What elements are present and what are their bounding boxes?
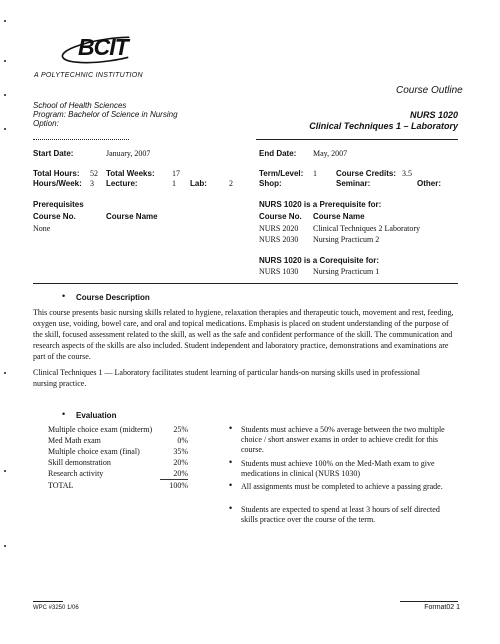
prereq-col-course-no: Course No. bbox=[33, 212, 76, 221]
evaluation-item: Research activity bbox=[48, 469, 104, 478]
evaluation-weight: 20% bbox=[173, 458, 188, 467]
bullet-icon: • bbox=[229, 423, 233, 433]
footer-right: Format02 1 bbox=[424, 604, 460, 611]
other-label: Other: bbox=[417, 179, 441, 188]
margin-mark bbox=[4, 372, 6, 374]
hours-week-value: 3 bbox=[90, 179, 94, 188]
option-label: Option: bbox=[33, 119, 59, 128]
total-hours-value: 52 bbox=[90, 169, 98, 178]
lecture-value: 1 bbox=[172, 179, 176, 188]
end-date-value: May, 2007 bbox=[313, 149, 348, 158]
bullet-icon: • bbox=[62, 409, 66, 419]
evaluation-weight: 0% bbox=[177, 436, 188, 445]
term-level-label: Term/Level: bbox=[259, 169, 304, 178]
course-code: NURS 1020 bbox=[409, 110, 458, 120]
course-title: Clinical Techniques 1 – Laboratory bbox=[309, 121, 458, 131]
hours-week-label: Hours/Week: bbox=[33, 179, 82, 188]
footer-left: WPC #3250 1/06 bbox=[33, 605, 79, 611]
term-level-value: 1 bbox=[313, 169, 317, 178]
evaluation-weight: 35% bbox=[173, 447, 188, 456]
margin-mark bbox=[4, 94, 6, 96]
evaluation-weight: 25% bbox=[173, 425, 188, 434]
prereq-col-course-name: Course Name bbox=[106, 212, 158, 221]
prereq-for-col-course-no: Course No. bbox=[259, 212, 302, 221]
total-hours-label: Total Hours: bbox=[33, 169, 80, 178]
prereq-for-course-no: NURS 2030 bbox=[259, 235, 299, 244]
program-name: Program: Bachelor of Science in Nursing bbox=[33, 110, 178, 119]
evaluation-heading: Evaluation bbox=[76, 411, 117, 420]
margin-mark bbox=[4, 20, 6, 22]
evaluation-note: Students must achieve a 50% average between the two multiple choice / short answer exams in order to achieve credit for this course. bbox=[241, 425, 445, 454]
coreq-course-no: NURS 1030 bbox=[259, 267, 299, 276]
header-rule-left bbox=[33, 139, 129, 140]
coreq-heading: NURS 1020 is a Corequisite for: bbox=[259, 256, 380, 265]
seminar-label: Seminar: bbox=[336, 179, 371, 188]
evaluation-item: Multiple choice exam (final) bbox=[48, 447, 140, 456]
total-weeks-label: Total Weeks: bbox=[106, 169, 155, 178]
footer-rule-right bbox=[400, 601, 458, 602]
evaluation-note: Students are expected to spend at least 3 hours of self directed skills practice over the course of the term. bbox=[241, 505, 440, 524]
evaluation-row bbox=[48, 436, 188, 446]
evaluation-item: Skill demonstration bbox=[48, 458, 111, 467]
doc-type: Course Outline bbox=[396, 85, 463, 96]
logo-tagline: A POLYTECHNIC INSTITUTION bbox=[34, 72, 143, 79]
bullet-icon: • bbox=[229, 457, 233, 467]
evaluation-total-label: TOTAL bbox=[48, 481, 74, 490]
coreq-course-name: Nursing Practicum 1 bbox=[313, 267, 380, 276]
logo-brand: BCIT bbox=[78, 34, 128, 60]
prereq-for-course-no: NURS 2020 bbox=[259, 224, 299, 233]
prereq-for-heading: NURS 1020 is a Prerequisite for: bbox=[259, 200, 382, 209]
evaluation-note: All assignments must be completed to achieve a passing grade. bbox=[241, 482, 443, 491]
evaluation-item: Med Math exam bbox=[48, 436, 101, 445]
lab-value: 2 bbox=[229, 179, 233, 188]
start-date-value: January, 2007 bbox=[106, 149, 151, 158]
course-description-paragraph-2: Clinical Techniques 1 — Laboratory facilitates student learning of particular hands-on nursing skills used in professional nursing practice. bbox=[33, 368, 420, 388]
lecture-label: Lecture: bbox=[106, 179, 138, 188]
section-rule bbox=[33, 283, 458, 284]
course-description-paragraph: This course presents basic nursing skills related to hygiene, relaxation therapies and therapeutic touch, movement and rest, feeding, oxygen use, voiding, bowel care, and oral and topical medications. Emphasis is placed on student understanding of the purpose of the skill, focused assessment related to the skill, as well as the safe and confident performance of the skill. The communication and research aspects of the skills are also included. Student independent and laboratory practice, demonstrations and examinations are part of the course. bbox=[33, 308, 454, 361]
evaluation-row bbox=[48, 458, 188, 468]
evaluation-total-value: 100% bbox=[169, 481, 188, 490]
total-weeks-value: 17 bbox=[172, 169, 180, 178]
footer-rule-left bbox=[33, 601, 63, 602]
evaluation-item: Multiple choice exam (midterm) bbox=[48, 425, 153, 434]
prereq-for-course-name: Nursing Practicum 2 bbox=[313, 235, 380, 244]
bcit-logo bbox=[56, 26, 166, 72]
evaluation-total-row bbox=[48, 481, 188, 491]
bullet-icon: • bbox=[229, 503, 233, 513]
prerequisites-heading: Prerequisites bbox=[33, 200, 84, 209]
header-rule-right bbox=[256, 139, 458, 140]
lab-label: Lab: bbox=[190, 179, 207, 188]
course-credits-label: Course Credits: bbox=[336, 169, 397, 178]
bullet-icon: • bbox=[62, 291, 66, 301]
margin-mark bbox=[4, 60, 6, 62]
evaluation-row bbox=[48, 469, 188, 479]
margin-mark bbox=[4, 470, 6, 472]
evaluation-row bbox=[48, 447, 188, 457]
course-description-heading: Course Description bbox=[76, 293, 150, 302]
course-credits-value: 3.5 bbox=[402, 169, 412, 178]
prereq-value: None bbox=[33, 224, 51, 233]
prereq-for-course-name: Clinical Techniques 2 Laboratory bbox=[313, 224, 421, 233]
margin-mark bbox=[4, 128, 6, 130]
start-date-label: Start Date: bbox=[33, 149, 74, 158]
evaluation-total-rule bbox=[160, 479, 188, 480]
end-date-label: End Date: bbox=[259, 149, 297, 158]
prereq-for-col-course-name: Course Name bbox=[313, 212, 365, 221]
evaluation-row bbox=[48, 425, 188, 435]
school-name: School of Health Sciences bbox=[33, 101, 127, 110]
bullet-icon: • bbox=[229, 480, 233, 490]
margin-mark bbox=[4, 545, 6, 547]
evaluation-weight: 20% bbox=[173, 469, 188, 478]
shop-label: Shop: bbox=[259, 179, 282, 188]
evaluation-note: Students must achieve 100% on the Med-Math exam to give medications in clinical (NURS 1030) bbox=[241, 459, 435, 478]
